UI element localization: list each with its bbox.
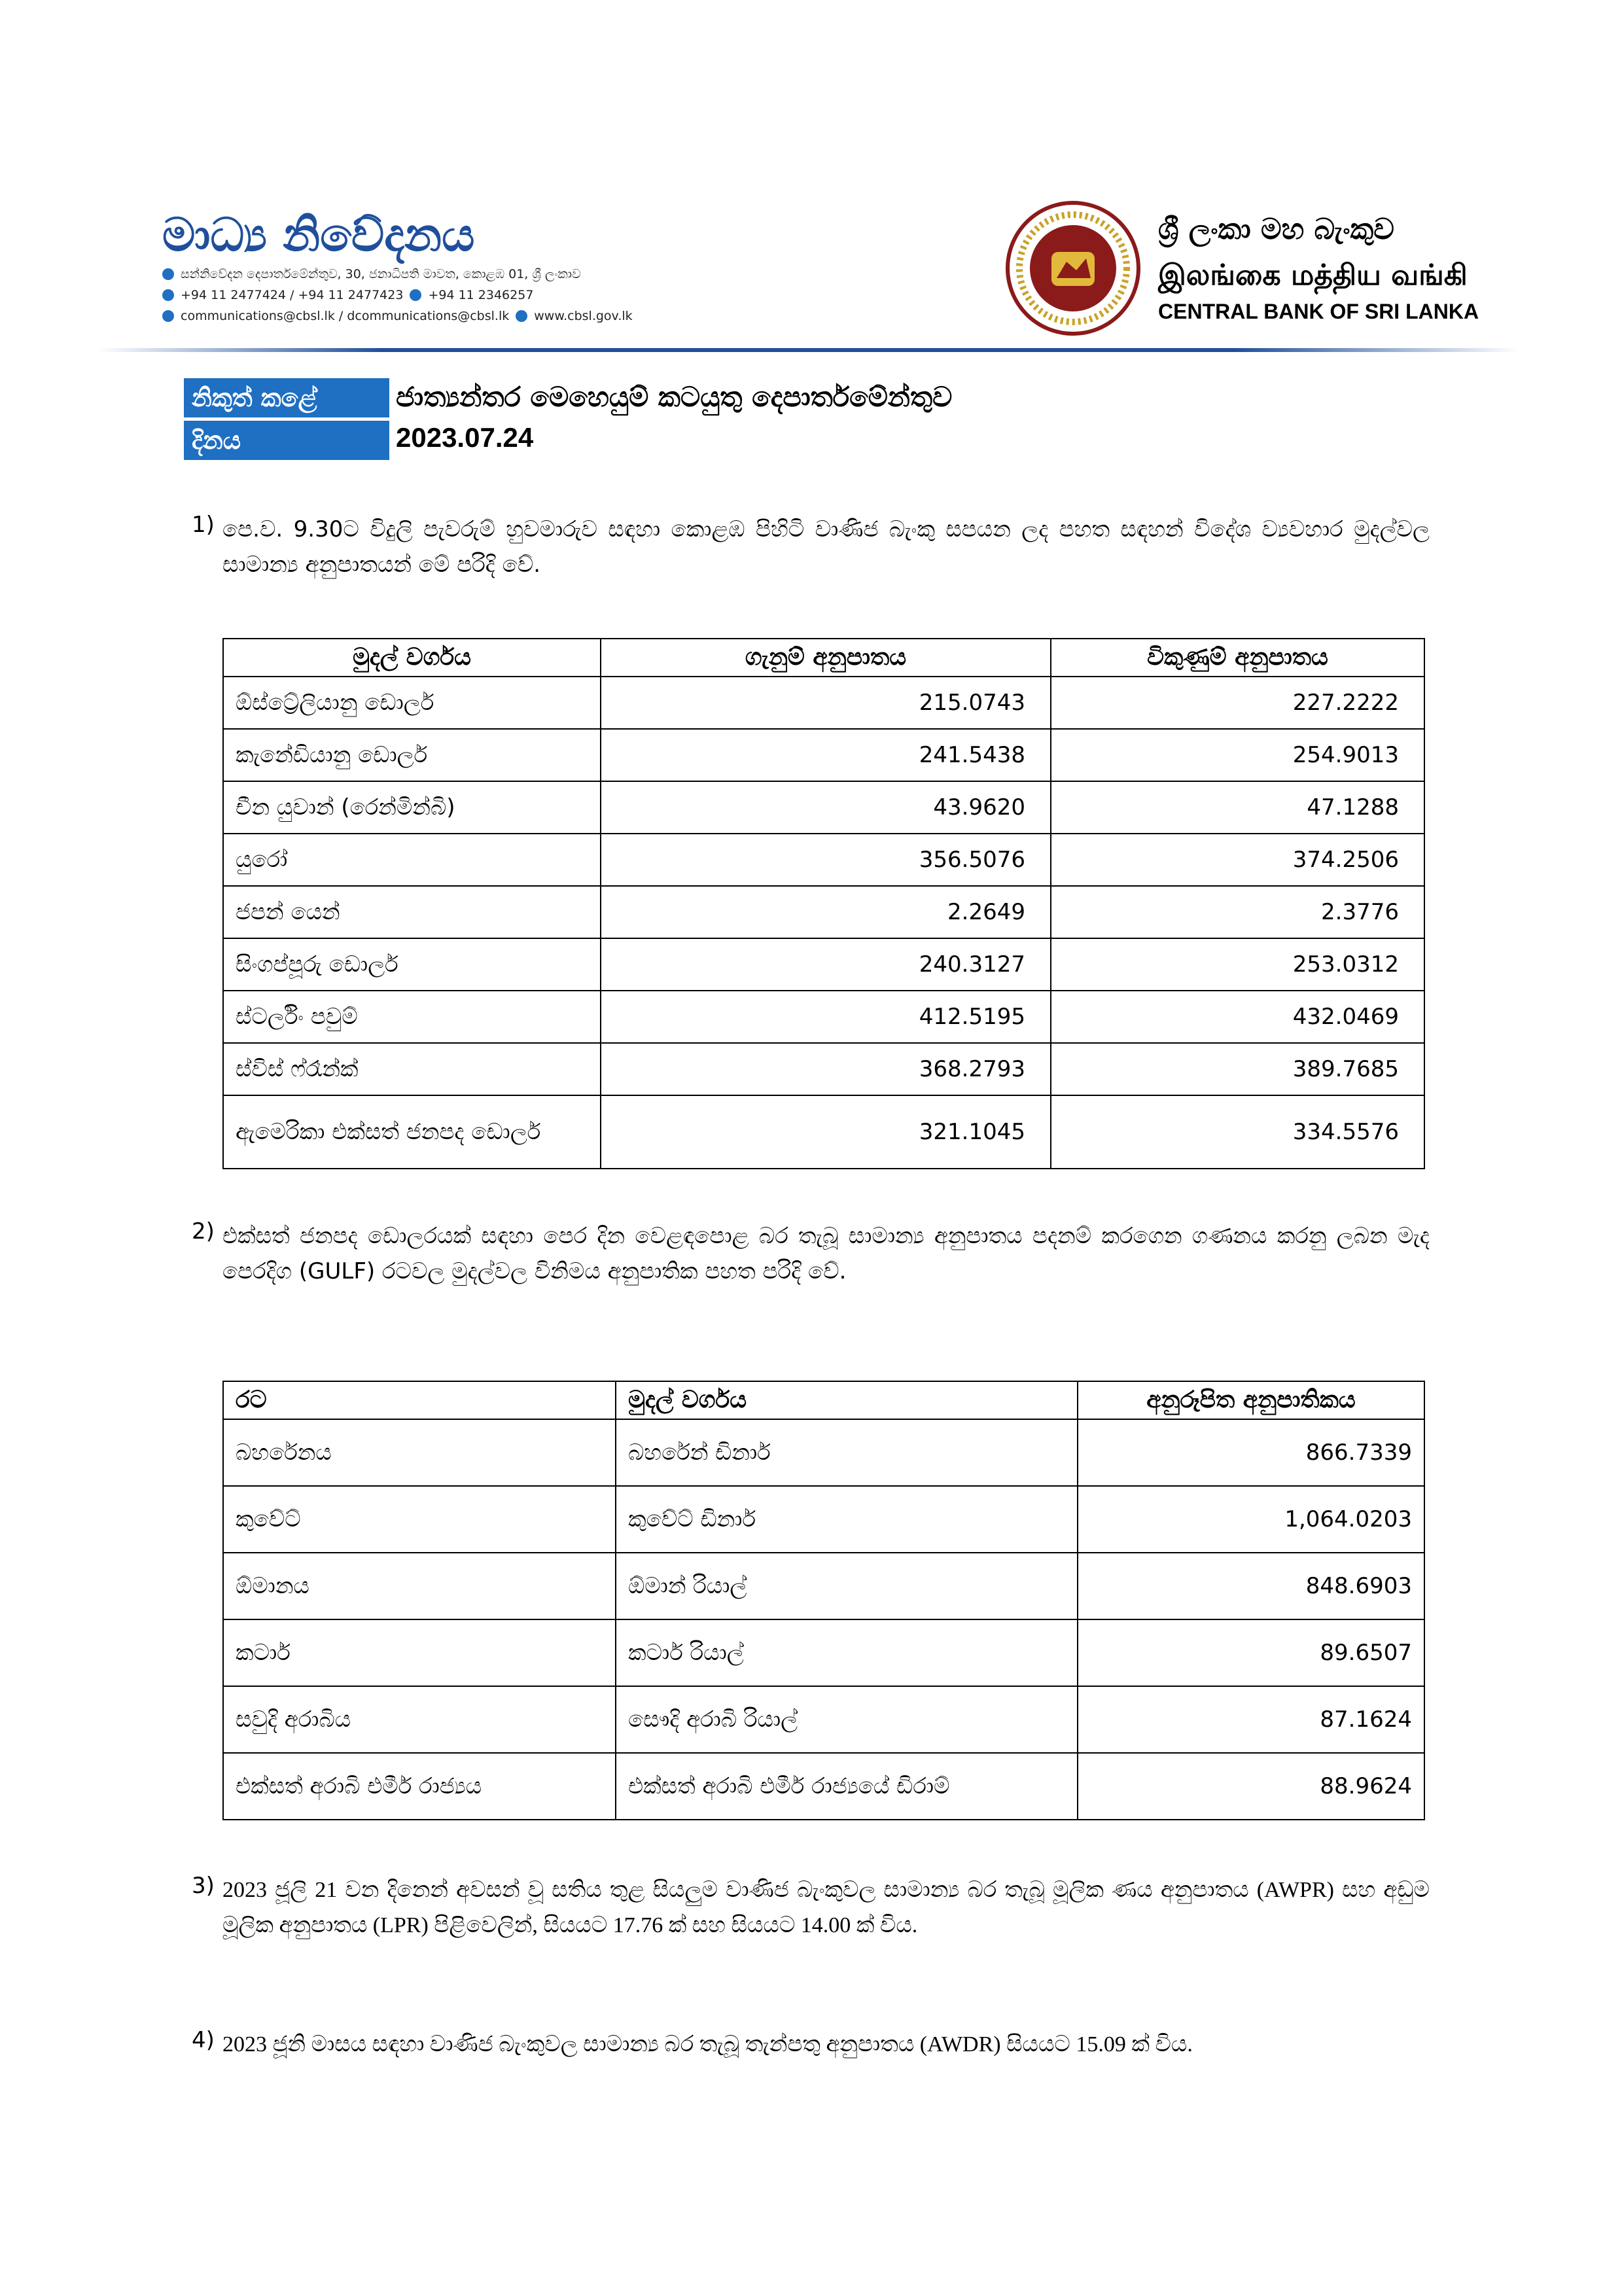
header-divider: [98, 348, 1518, 352]
table-row: [223, 938, 1424, 991]
table-row: [223, 1486, 1424, 1553]
currency-cell: බහරේන් ඩිනාර්: [616, 1419, 1078, 1486]
country-cell: බහරේනය: [223, 1419, 616, 1486]
currency-cell: ස්ටර්ලිං පවුම්: [223, 991, 601, 1043]
currency-cell: කුවේට් ඩිනාර්: [616, 1486, 1078, 1553]
section-4-number: 4): [192, 2027, 215, 2053]
selling-rate-cell: 254.9013: [1051, 729, 1424, 781]
selling-rate-cell: 227.2222: [1051, 677, 1424, 729]
currency-cell: ඕමාන් රියාල්: [616, 1553, 1078, 1619]
currency-cell: සිංගප්පූරු ඩොලර්: [223, 938, 601, 991]
press-release-title: මාධ්‍ය නිවේදනය: [162, 208, 475, 262]
section-2-number: 2): [192, 1218, 215, 1245]
section-4-text: 2023 ජූනි මාසය සඳහා වාණිජ බැංකුවල සාමාන්‍ය බර තැබූ තැන්පතු අනුපාතය (AWDR) සියයට 15.09 ක් විය.: [222, 2032, 1193, 2057]
selling-rate-cell: 253.0312: [1051, 938, 1424, 991]
email-text: communications@cbsl.lk / dcommunications@cbsl.lk: [181, 309, 510, 323]
currency-cell: ඇමෙරිකා එක්සත් ජනපද ඩොලර්: [223, 1095, 601, 1169]
mail-icon: [162, 268, 174, 280]
table-row: [223, 1753, 1424, 1820]
email-icon: [162, 310, 174, 322]
currency-cell: එක්සත් අරාබි එමීර් රාජ්‍යයේ ඩිරාම්: [616, 1753, 1078, 1820]
buying-rate-cell: 321.1045: [601, 1095, 1051, 1169]
rate-cell: 1,064.0203: [1078, 1486, 1424, 1553]
currency-cell: ස්විස් ෆ්රෑන්ක්: [223, 1043, 601, 1095]
currency-cell: ඕස්ට්‍රේලියානු ඩොලර්: [223, 677, 601, 729]
rate-cell: 866.7339: [1078, 1419, 1424, 1486]
phone-text: +94 11 2477424 / +94 11 2477423: [181, 288, 404, 302]
foreign-exchange-rates-table: [222, 638, 1425, 1169]
table-row: [223, 781, 1424, 834]
table-row: [223, 1553, 1424, 1619]
table-row: [223, 991, 1424, 1043]
selling-rate-cell: 47.1288: [1051, 781, 1424, 834]
bank-name-english: CENTRAL BANK OF SRI LANKA: [1158, 300, 1479, 323]
rate-cell: 89.6507: [1078, 1619, 1424, 1686]
country-cell: සවුදි අරාබිය: [223, 1686, 616, 1753]
currency-cell: කැනේඩියානු ඩොලර්: [223, 729, 601, 781]
buying-rate-cell: 356.5076: [601, 834, 1051, 886]
header-country: රට: [223, 1381, 616, 1419]
table-row: [223, 1043, 1424, 1095]
bank-name-tamil: இலங்கை மத்திய வங்கி: [1158, 258, 1468, 292]
issued-by-value: ජාත්‍යන්තර මෙහෙයුම් කටයුතු දෙපාර්තමේන්තුව: [396, 381, 953, 413]
rate-cell: 87.1624: [1078, 1686, 1424, 1753]
table-row: [223, 834, 1424, 886]
selling-rate-cell: 2.3776: [1051, 886, 1424, 938]
table-header-row: [223, 1381, 1424, 1419]
buying-rate-cell: 2.2649: [601, 886, 1051, 938]
section-3-number: 3): [192, 1873, 215, 1899]
rate-cell: 88.9624: [1078, 1753, 1424, 1820]
section-1-number: 1): [192, 512, 215, 538]
fax-text: +94 11 2346257: [428, 288, 534, 302]
currency-cell: කටාර් රියාල්: [616, 1619, 1078, 1686]
globe-icon: [516, 310, 527, 322]
header-buying-rate: ගැනුම් අනුපාතය: [601, 639, 1051, 677]
selling-rate-cell: 374.2506: [1051, 834, 1424, 886]
table-row: [223, 1686, 1424, 1753]
date-label: දිනය: [184, 421, 389, 460]
buying-rate-cell: 241.5438: [601, 729, 1051, 781]
selling-rate-cell: 389.7685: [1051, 1043, 1424, 1095]
section-1-text: පෙ.ව. 9.30ට විදුලි පැවරුම් හුවමාරුව සඳහා කොළඹ පිහිටි වාණිජ බැංකු සපයන ලද පහත සඳහන් විදේශ ව්‍යවහාර මුදල්වල සාමාන්‍ය අනුපාතයන් මේ පරිදි වේ.: [222, 516, 1430, 578]
table-row: [223, 729, 1424, 781]
date-value: 2023.07.24: [396, 422, 534, 453]
rate-cell: 848.6903: [1078, 1553, 1424, 1619]
currency-cell: සෞදි අරාබි රියාල්: [616, 1686, 1078, 1753]
gulf-exchange-rates-table: [222, 1381, 1425, 1820]
table-row: [223, 677, 1424, 729]
contact-email: [162, 309, 633, 323]
currency-cell: යුරෝ: [223, 834, 601, 886]
buying-rate-cell: 240.3127: [601, 938, 1051, 991]
buying-rate-cell: 412.5195: [601, 991, 1051, 1043]
table-row: [223, 1619, 1424, 1686]
country-cell: කුවේට්: [223, 1486, 616, 1553]
table-row: [223, 1095, 1424, 1169]
currency-cell: චීන යුවාන් (රෙන්මින්බි): [223, 781, 601, 834]
phone-icon: [162, 289, 174, 301]
buying-rate-cell: 43.9620: [601, 781, 1051, 834]
contact-address: [162, 267, 581, 281]
address-text: සන්නිවේදන දෙපාර්තමේන්තුව, 30, ජනාධිපති මාවත, කොළඹ 01, ශ්‍රී ලංකාව: [181, 267, 581, 281]
cbsl-seal-logo: [1004, 200, 1142, 337]
header-currency: මුදල් වර්ගය: [616, 1381, 1078, 1419]
buying-rate-cell: 215.0743: [601, 677, 1051, 729]
selling-rate-cell: 432.0469: [1051, 991, 1424, 1043]
header-currency: මුදල් වර්ගය: [223, 639, 601, 677]
section-2-text: එක්සත් ජනපද ඩොලරයක් සඳහා පෙර දින වෙළඳපොළ බර තැබූ සාමාන්‍ය අනුපාතය පදනම් කරගෙන ගණනය කරනු ලබන මැද පෙරදිග (GULF) රටවල මුදල්වල විනිමය අනුපාතික පහත පරිදි වේ.: [222, 1223, 1430, 1284]
table-row: [223, 1419, 1424, 1486]
header-selling-rate: විකුණුම් අනුපාතය: [1051, 639, 1424, 677]
country-cell: කටාර්: [223, 1619, 616, 1686]
section-3-text: 2023 ජූලි 21 වන දිනෙන් අවසන් වූ සතිය තුළ සියලුම වාණිජ බැංකුවල සාමාන්‍ය බර තැබූ මූලික ණය අනුපාතය (AWPR) සහ අඩුම මූලික අනුපාතය (LPR) පිළිවෙලින්, සියයට 17.76 ක් සහ සියයට 14.00 ක් විය.: [222, 1878, 1430, 1937]
contact-phone: [162, 288, 533, 302]
country-cell: එක්සත් අරාබි එමීර් රාජ්‍යය: [223, 1753, 616, 1820]
currency-cell: ජපන් යෙන්: [223, 886, 601, 938]
table-row: [223, 886, 1424, 938]
country-cell: ඕමානය: [223, 1553, 616, 1619]
fax-icon: [410, 289, 421, 301]
website-text: www.cbsl.gov.lk: [534, 309, 633, 323]
selling-rate-cell: 334.5576: [1051, 1095, 1424, 1169]
bank-name-sinhala: ශ්‍රී ලංකා මහ බැංකුව: [1158, 213, 1394, 246]
header-indicative-rate: අනුරූපිත අනුපාතිකය: [1078, 1381, 1424, 1419]
table-header-row: [223, 639, 1424, 677]
buying-rate-cell: 368.2793: [601, 1043, 1051, 1095]
issued-by-label: නිකුත් කළේ: [184, 378, 389, 417]
